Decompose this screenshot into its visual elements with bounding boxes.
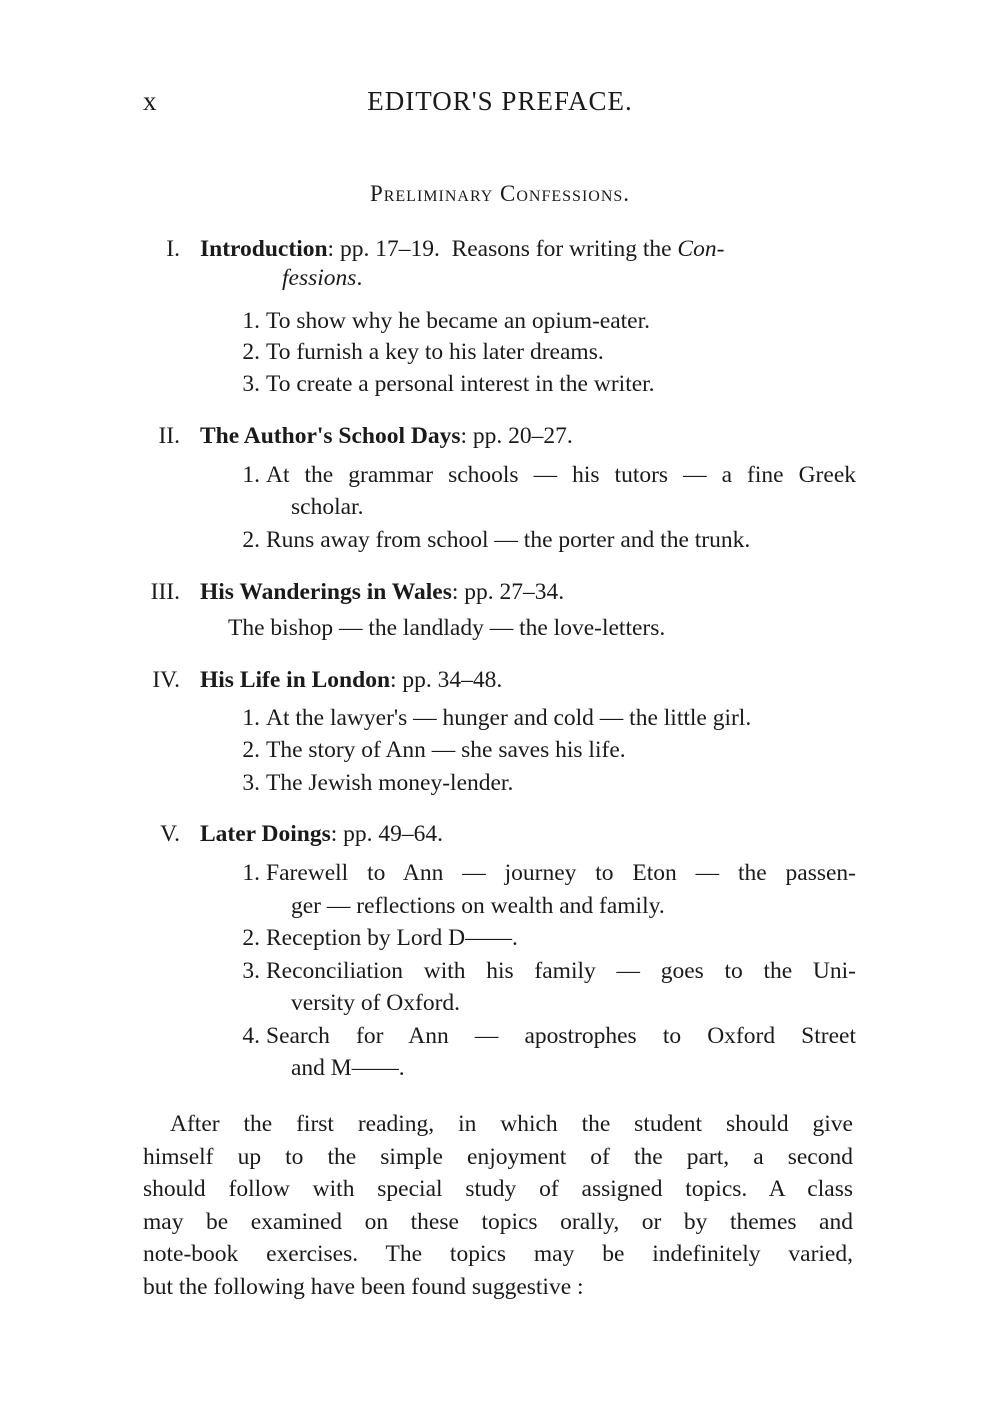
item-text-cont: and M——.	[291, 1055, 405, 1081]
item-number: 2.	[242, 527, 260, 553]
item-text: At the grammar schools — his tutors — a fine Greek	[266, 462, 856, 488]
section-heading: Later Doings	[200, 821, 331, 847]
section-heading: His Wanderings in Wales	[200, 579, 452, 605]
section-line	[200, 818, 443, 850]
item-text: Runs away from school — the porter and the trunk.	[266, 527, 751, 553]
paragraph-line: but the following have been found suggestive :	[143, 1273, 584, 1300]
section-numeral: V.	[160, 821, 180, 847]
item-number: 3.	[242, 371, 260, 397]
paragraph-line: should follow with special study of assigned topics. A class	[143, 1176, 853, 1203]
section-desc-end: .	[356, 265, 363, 291]
section-heading: Introduction	[200, 236, 328, 262]
section-line	[200, 233, 856, 265]
item-number: 3.	[242, 958, 260, 984]
item-text-cont: ger — reflections on wealth and family.	[291, 893, 665, 919]
item-number: 2.	[242, 737, 260, 763]
item-text: Farewell to Ann — journey to Eton — the passen-	[266, 860, 856, 886]
section-desc-italic-cont: fessions	[282, 265, 357, 291]
section-heading: His Life in London	[200, 667, 391, 693]
section-pages: : pp. 34–48.	[390, 667, 503, 693]
section-numeral: I.	[166, 236, 180, 262]
item-text-cont: versity of Oxford.	[291, 990, 461, 1016]
section-line	[200, 420, 573, 452]
section-pages: : pp. 20–27.	[460, 423, 573, 449]
item-number: 2.	[242, 925, 260, 951]
item-number: 1.	[242, 860, 260, 886]
section-numeral: IV.	[152, 667, 180, 693]
item-number: 1.	[242, 462, 260, 488]
item-number: 4.	[242, 1023, 260, 1049]
item-text: To furnish a key to his later dreams.	[266, 339, 604, 365]
running-head	[0, 86, 1000, 126]
section-line-cont	[282, 262, 362, 294]
paragraph-line: himself up to the simple enjoyment of the part, a second	[143, 1143, 853, 1170]
item-number: 1.	[242, 308, 260, 334]
item-text: At the lawyer's — hunger and cold — the little girl.	[266, 705, 752, 731]
section-pages: : pp. 17–19.	[327, 236, 440, 262]
section-line	[200, 576, 564, 608]
item-text: To show why he became an opium-eater.	[266, 308, 651, 334]
section-line	[200, 664, 502, 696]
item-number: 3.	[242, 770, 260, 796]
item-text: Reconciliation with his family — goes to the Uni-	[266, 958, 856, 984]
item-number: 1.	[242, 705, 260, 731]
item-text: Search for Ann — apostrophes to Oxford Street	[266, 1023, 856, 1049]
section-pages: : pp. 27–34.	[451, 579, 565, 605]
section-numeral: III.	[150, 579, 180, 605]
item-text: The Jewish money-lender.	[266, 770, 514, 796]
item-number: 2.	[242, 339, 260, 365]
paragraph-line: After the first reading, in which the student should give	[170, 1111, 853, 1137]
running-title: EDITOR'S PREFACE.	[367, 86, 633, 116]
summary-text: The bishop — the landlady — the love-letters.	[228, 615, 666, 641]
section-pages: : pp. 49–64.	[330, 821, 444, 847]
item-text: Reception by Lord D——.	[266, 925, 518, 951]
paragraph-line: note-book exercises. The topics may be indefinitely varied,	[143, 1241, 853, 1268]
body-paragraph	[143, 1108, 853, 1304]
item-text: To create a personal interest in the writer.	[266, 371, 655, 397]
section-heading: The Author's School Days	[200, 423, 461, 449]
page-number: x	[143, 86, 157, 116]
paragraph-line: may be examined on these topics orally, or by themes and	[143, 1208, 853, 1235]
section-title: Preliminary Confessions.	[369, 181, 631, 206]
item-text-cont: scholar.	[291, 494, 364, 520]
section-desc-italic: Con-	[677, 236, 725, 262]
item-text: The story of Ann — she saves his life.	[266, 737, 626, 763]
section-desc: Reasons for writing the	[451, 236, 678, 262]
section-numeral: II.	[158, 423, 180, 449]
